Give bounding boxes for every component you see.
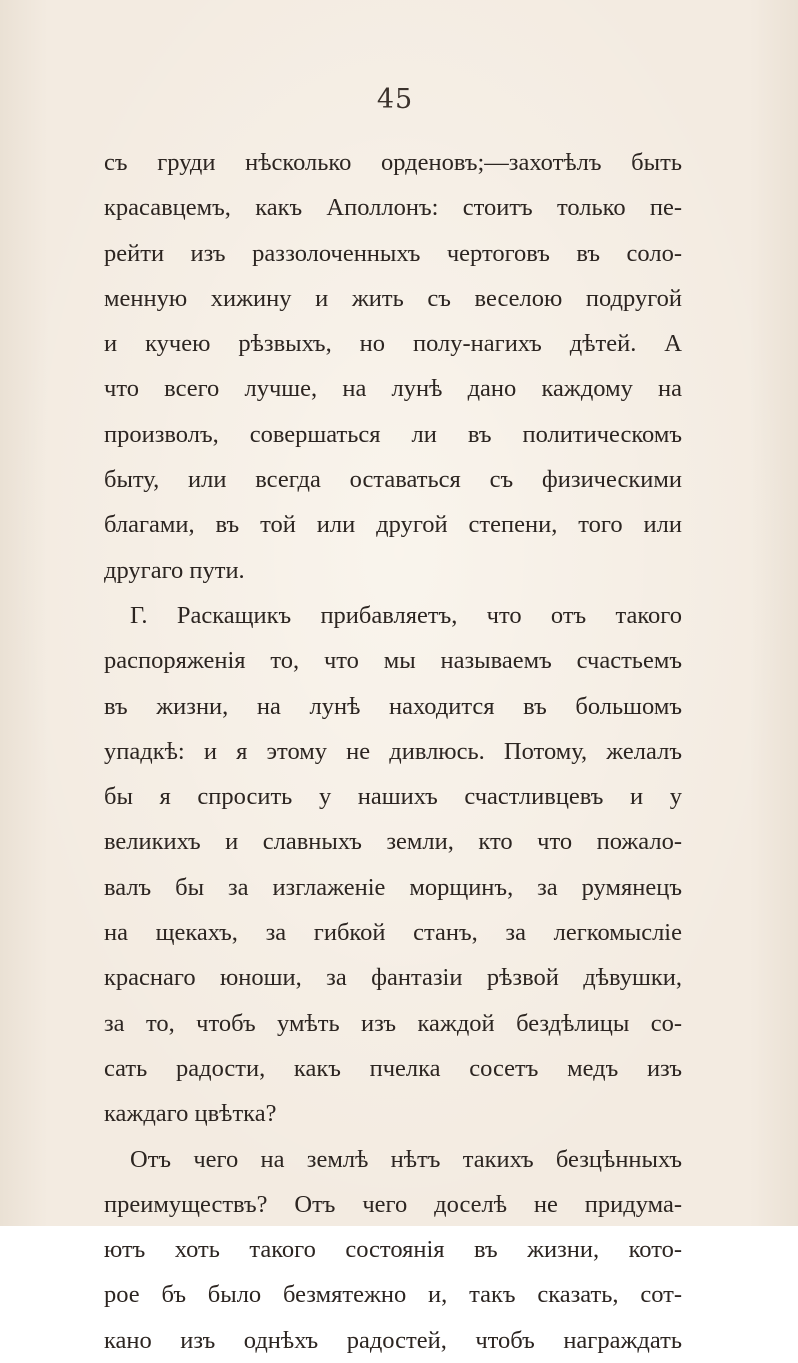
text-line: преимуществъ? Отъ чего доселѣ не придума- bbox=[104, 1190, 682, 1218]
text-line: красавцемъ, какъ Аполлонъ: стоитъ только пе- bbox=[104, 194, 682, 222]
text-line: съ груди нѣсколько орденовъ;—захотѣлъ быть bbox=[104, 149, 682, 176]
text-line: бы я спросить у нашихъ счастливцевъ и у bbox=[104, 783, 682, 811]
text-line: менную хижину и жить съ веселою подругой bbox=[104, 284, 682, 312]
text-line: быту, или всегда оставаться съ физическими bbox=[104, 466, 682, 494]
body-text bbox=[104, 140, 682, 1363]
text-line: благами, въ той или другой степени, того или bbox=[104, 511, 682, 539]
text-line: рейти изъ раззолоченныхъ чертоговъ въ соло- bbox=[104, 239, 682, 267]
text-line-paragraph-end: каждаго цвѣтка? bbox=[104, 1100, 277, 1128]
text-line-paragraph-start: Г. Раскащикъ прибавляетъ, что отъ такого bbox=[130, 601, 682, 629]
text-line: ютъ хоть такого состоянія въ жизни, кото- bbox=[104, 1236, 682, 1264]
text-line-paragraph-end: другаго пути. bbox=[104, 556, 245, 584]
text-line: на щекахъ, за гибкой станъ, за легкомысліе bbox=[104, 919, 682, 947]
text-line: что всего лучше, на лунѣ дано каждому на bbox=[104, 375, 682, 403]
text-line: упадкѣ: и я этому не дивлюсь. Потому, желалъ bbox=[104, 737, 682, 765]
text-line-paragraph-start: Отъ чего на землѣ нѣтъ такихъ безцѣнныхъ bbox=[130, 1145, 682, 1173]
text-line: рое бъ было безмятежно и, такъ сказать, сот- bbox=[104, 1281, 682, 1309]
text-line: за то, чтобъ умѣть изъ каждой бездѣлицы со- bbox=[104, 1009, 682, 1037]
text-line: произволъ, совершаться ли въ политическомъ bbox=[104, 420, 682, 448]
text-line: и кучею рѣзвыхъ, но полу-нагихъ дѣтей. А bbox=[104, 330, 682, 358]
text-line: краснаго юноши, за фантазіи рѣзвой дѣвушки, bbox=[104, 964, 682, 992]
text-line: въ жизни, на лунѣ находится въ большомъ bbox=[104, 692, 682, 720]
page-number: 45 bbox=[376, 84, 414, 115]
text-line: валъ бы за изглаженіе морщинъ, за румянецъ bbox=[104, 873, 682, 901]
text-line: сать радости, какъ пчелка сосетъ медъ изъ bbox=[104, 1054, 682, 1082]
text-line: кано изъ однѣхъ радостей, чтобъ награждать bbox=[104, 1326, 682, 1354]
text-line: распоряженія то, что мы называемъ счастьемъ bbox=[104, 647, 682, 675]
text-line: великихъ и славныхъ земли, кто что пожало- bbox=[104, 828, 682, 856]
